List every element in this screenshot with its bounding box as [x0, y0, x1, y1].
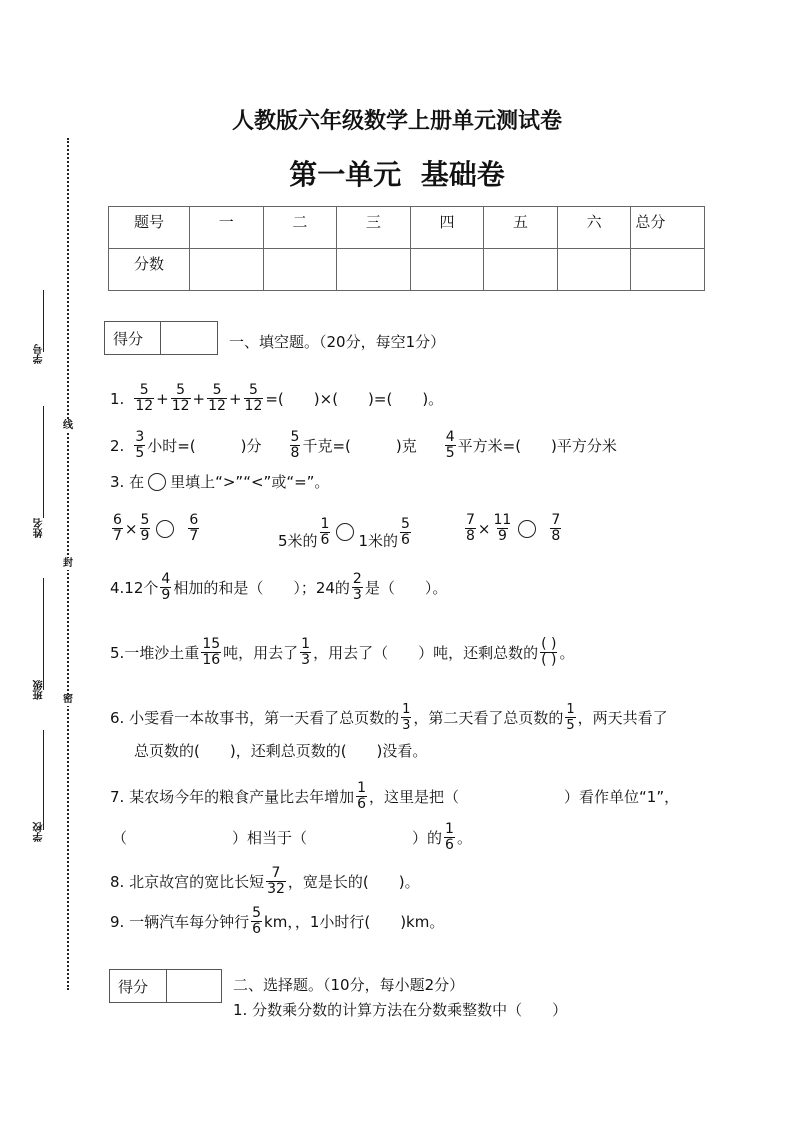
fraction: $\frac{3}{5}$	[135, 429, 145, 461]
question-3b: 5米的 $\frac{1}{6}$ 1米的 $\frac{5}{6}$	[278, 515, 410, 550]
question-6: 6. 小雯看一本故事书，第一天看了总页数的 $\frac{1}{3}$ ，第二天看了总页数的 $\frac{1}{5}$ ，两天共看了	[110, 702, 668, 733]
question-7: 7. 某农场今年的粮食产量比去年增加 $\frac{1}{6}$ ，这里是把（ ）看作单位“1”，	[110, 780, 680, 812]
fraction: $\frac{1}{3}$	[402, 702, 411, 733]
section2-heading: 二、选择题。（10分，每小题2分）	[233, 976, 465, 994]
question-2: 2. $\frac{3}{5}$ 小时=( )分 $\frac{5}{8}$ 千克=( )克 $\frac{4}{5}$ 平方米=( )平方分米	[110, 429, 617, 461]
fraction: $\frac{1}{3}$	[301, 636, 311, 668]
fraction: $\frac{7}{32}$	[267, 865, 285, 897]
table-cell: 四	[410, 207, 484, 249]
table-row-header	[109, 207, 705, 249]
section1-heading: 一、填空题。（20分，每空1分）	[229, 333, 446, 351]
table-row-scores	[109, 249, 705, 291]
binding-mark-secret: 密	[63, 694, 73, 705]
answer-blank[interactable]: 相加的和是（ ）；24的	[173, 578, 350, 597]
fraction: $\frac{1}{6}$	[320, 515, 330, 548]
name-line	[43, 406, 44, 518]
fraction: $\frac{7}{8}$	[466, 512, 475, 544]
question-3: 3. 在 里填上“>”“<”或“=”。	[110, 473, 330, 491]
answer-blank[interactable]: 平方米=( )平方分米	[457, 436, 617, 455]
answer-blank[interactable]: 千克=( )克	[302, 436, 417, 455]
unit-subtitle: 第一单元 基础卷	[289, 158, 505, 191]
score-input-cell[interactable]	[190, 249, 264, 291]
student-id-label: 学号	[34, 344, 45, 364]
question-9: 9. 一辆汽车每分钟行 $\frac{5}{6}$ km，，1小时行( )km。	[110, 905, 445, 937]
score-input-cell[interactable]	[631, 249, 705, 291]
score-input-cell[interactable]	[557, 249, 631, 291]
fraction: $\frac{5}{9}$	[140, 512, 150, 544]
name-label: 姓名	[34, 518, 45, 538]
question-5: 5.一堆沙土重 $\frac{15}{16}$ 吨，用去了 $\frac{1}{3}$ ，用去了（ ）吨，还剩总数的 $\frac{( )}{( )}$ 。	[110, 636, 575, 668]
answer-blank[interactable]: ，用去了（ ）吨，还剩总数的	[313, 643, 539, 662]
fraction: $\frac{5}{12}$	[171, 382, 190, 414]
answer-blank[interactable]: 小时=( )分	[147, 436, 262, 455]
fraction: $\frac{1}{5}$	[566, 702, 575, 733]
score-input-cell[interactable]	[410, 249, 484, 291]
fraction: $\frac{5}{8}$	[290, 429, 300, 461]
score-input[interactable]	[167, 970, 221, 1002]
fraction: $\frac{5}{12}$	[208, 382, 226, 414]
question-8: 8. 北京故宫的宽比长短 $\frac{7}{32}$ ，宽是长的( )。	[110, 865, 420, 897]
question-3c: $\frac{7}{8}$ × $\frac{11}{9}$ $\frac{7}{8}$	[466, 512, 561, 544]
fraction: $\frac{15}{16}$	[202, 636, 221, 668]
fraction: $\frac{5}{12}$	[244, 382, 263, 414]
section2-question-1[interactable]: 1. 分数乘分数的计算方法在分数乘整数中（ ）	[233, 1001, 568, 1019]
score-input-cell[interactable]	[337, 249, 411, 291]
table-cell: 分数	[109, 249, 190, 291]
table-cell: 一	[190, 207, 264, 249]
fraction: $\frac{7}{8}$	[551, 512, 561, 544]
fraction: $\frac{6}{7}$	[113, 512, 122, 544]
score-input-cell[interactable]	[263, 249, 337, 291]
table-cell: 六	[557, 207, 631, 249]
answer-blank[interactable]: km，，1小时行( )km。	[264, 912, 445, 931]
class-label: 班级	[34, 680, 45, 700]
class-line	[43, 578, 44, 690]
fraction: $\frac{1}{6}$	[357, 780, 367, 812]
school-label: 学校	[34, 822, 45, 842]
answer-blank[interactable]: ，宽是长的( )。	[287, 872, 420, 891]
table-cell: 五	[484, 207, 558, 249]
table-cell: 总分	[631, 207, 705, 249]
fraction: $\frac{5}{12}$	[135, 382, 154, 414]
score-table	[108, 206, 705, 291]
student-id-line	[43, 290, 44, 352]
fraction: $\frac{2}{3}$	[352, 571, 362, 603]
compare-circle[interactable]	[518, 520, 536, 538]
fraction: $\frac{11}{9}$	[493, 512, 512, 544]
section2-score-box	[109, 969, 222, 1003]
section1-score-box	[104, 321, 218, 355]
score-input[interactable]	[161, 322, 217, 354]
compare-circle[interactable]	[156, 520, 174, 538]
binding-mark-seal: 封	[63, 558, 73, 569]
circle-icon	[148, 473, 166, 491]
question-3a: $\frac{6}{7}$ × $\frac{5}{9}$ $\frac{6}{7}$	[113, 512, 199, 544]
table-cell: 三	[337, 207, 411, 249]
exam-title: 人教版六年级数学上册单元测试卷	[231, 108, 562, 134]
fraction: $\frac{5}{6}$	[401, 515, 410, 548]
fraction: $\frac{5}{6}$	[252, 905, 262, 937]
fraction: $\frac{1}{6}$	[445, 821, 454, 853]
school-line	[43, 730, 44, 830]
table-cell: 二	[263, 207, 337, 249]
fraction-blank[interactable]: $\frac{( )}{( )}$	[541, 636, 557, 668]
binding-mark-line: 线	[63, 420, 73, 431]
question-number: 1.	[110, 389, 125, 408]
score-input-cell[interactable]	[484, 249, 558, 291]
table-cell: 题号	[109, 207, 190, 249]
answer-blank[interactable]: 是（ ）。	[364, 578, 448, 597]
question-7-line2: （ ）相当于（ ）的 $\frac{1}{6}$ 。	[112, 821, 472, 853]
question-6-line2[interactable]: 总页数的( )，还剩总页数的( )没看。	[134, 742, 428, 760]
answer-blank[interactable]: ，这里是把（ ）看作单位“1”，	[369, 787, 680, 806]
fraction: $\frac{4}{5}$	[445, 429, 455, 461]
question-1: 1. $\frac{5}{12}$ + $\frac{5}{12}$ + $\frac{5}{12}$ + $\frac{5}{12}$ =( )×( )=( )。	[110, 382, 444, 414]
question-4: 4.12个 $\frac{4}{9}$ 相加的和是（ ）；24的 $\frac{2}{3}$ 是（ ）。	[110, 571, 448, 603]
fraction: $\frac{6}{7}$	[189, 512, 199, 544]
fraction: $\frac{4}{9}$	[161, 571, 171, 603]
answer-blanks[interactable]: =( )×( )=( )。	[265, 389, 444, 408]
score-label: 得分	[105, 322, 161, 354]
score-label: 得分	[110, 970, 167, 1002]
answer-blank[interactable]: （ ）相当于（ ）的	[112, 828, 443, 847]
compare-circle[interactable]	[336, 523, 354, 541]
